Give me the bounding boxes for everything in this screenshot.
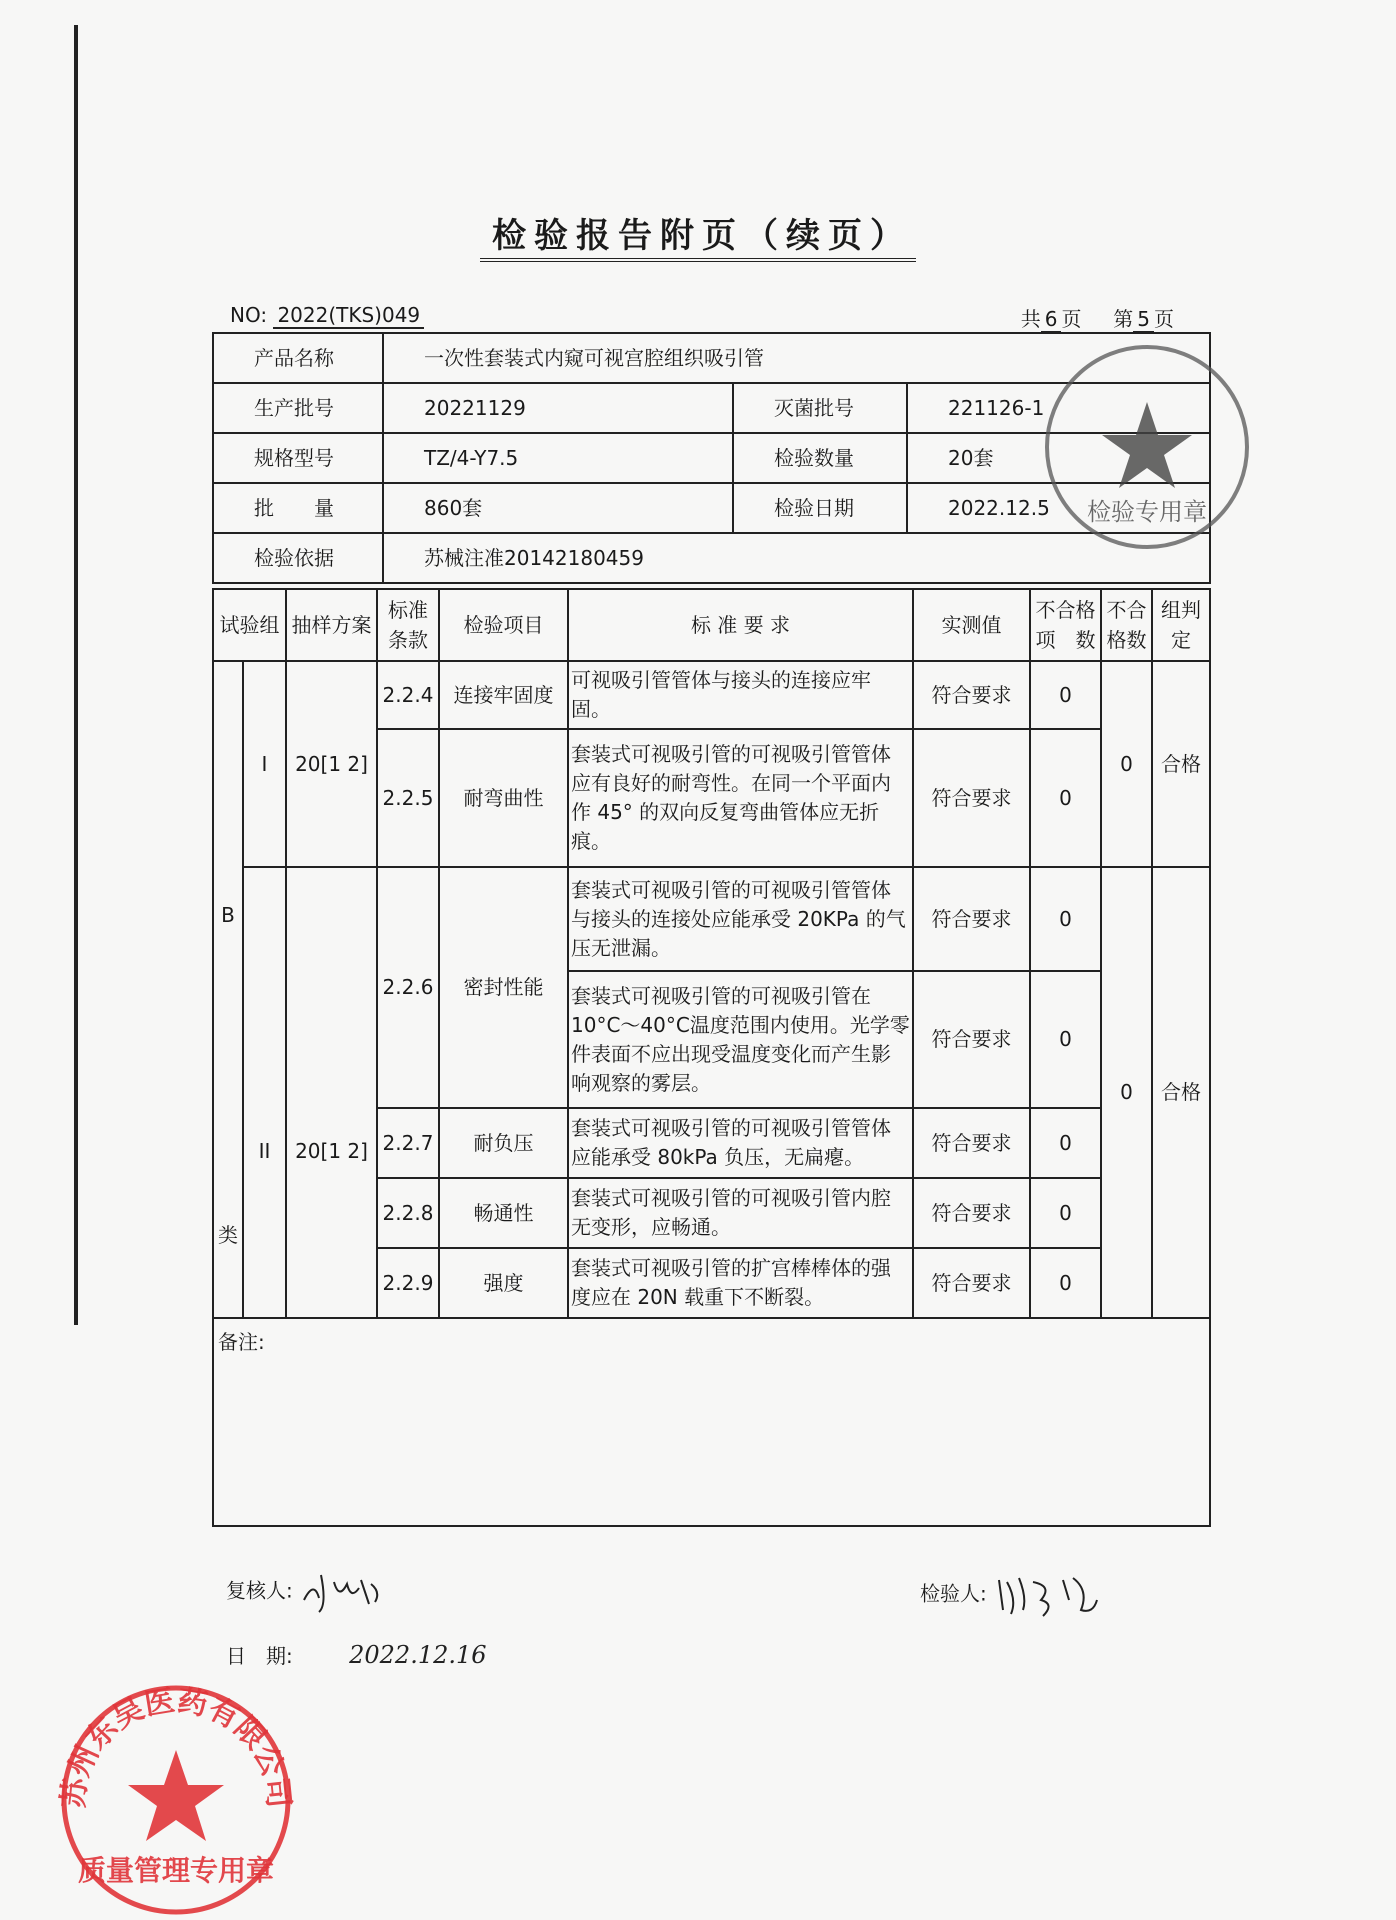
result: 符合要求: [913, 971, 1030, 1108]
inspector-signature-line: [920, 1570, 1103, 1620]
header-fail-count: 不合格数: [1101, 589, 1152, 661]
gray-stamp-text: 检验专用章: [1087, 498, 1207, 526]
item: 密封性能: [439, 867, 568, 1108]
requirement: 套装式可视吸引管的可视吸引管内腔无变形，应畅通。: [568, 1178, 913, 1248]
clause: 2.2.6: [377, 867, 439, 1108]
model-label: 规格型号: [213, 433, 383, 483]
test-date-label: 检验日期: [733, 483, 907, 533]
report-no-label: NO:: [230, 303, 268, 327]
fail-items: 0: [1030, 867, 1101, 971]
red-stamp-outer-text: 苏州东吴医药有限公司: [56, 1683, 296, 1810]
header-item: 检验项目: [439, 589, 568, 661]
table-row: [213, 867, 1210, 971]
basis-value: 苏械注准20142180459: [383, 533, 1210, 583]
lot-size-label: 批 量: [213, 483, 383, 533]
clause: 2.2.4: [377, 661, 439, 729]
product-name-label: 产品名称: [213, 333, 383, 383]
batch-label: 生产批号: [213, 383, 383, 433]
basis-label: 检验依据: [213, 533, 383, 583]
batch-value: 20221129: [383, 383, 733, 433]
group-class-b: B: [221, 902, 235, 927]
clause: 2.2.7: [377, 1108, 439, 1178]
total-suffix: 页: [1061, 307, 1082, 331]
title-text: 检验报告附页（续页）: [480, 216, 916, 262]
header-verdict: 组判定: [1152, 589, 1210, 661]
sterile-batch-value: 221126-1: [907, 383, 1210, 433]
red-stamp-inner-text: 质量管理专用章: [77, 1854, 275, 1887]
test-date-value: 2022.12.5: [907, 483, 1210, 533]
header-row: [213, 589, 1210, 661]
requirement: 套装式可视吸引管的可视吸引管管体应有良好的耐弯性。在同一个平面内作 45° 的双向反复弯曲管体应无折痕。: [568, 729, 913, 867]
result: 符合要求: [913, 1248, 1030, 1318]
product-name: 一次性套装式内窥可视宫腔组织吸引管: [383, 333, 1210, 383]
item: 耐弯曲性: [439, 729, 568, 867]
fail-items: 0: [1030, 971, 1101, 1108]
page-title: [0, 208, 1396, 257]
clause: 2.2.8: [377, 1178, 439, 1248]
group-class-cell: [213, 661, 243, 1318]
group-class-suffix: 类: [218, 1222, 238, 1247]
fail-items: 0: [1030, 1248, 1101, 1318]
verdict: 合格: [1152, 661, 1210, 867]
current-prefix: 第: [1113, 307, 1134, 331]
requirement: 套装式可视吸引管的扩宫棒棒体的强度应在 20N 载重下不断裂。: [568, 1248, 913, 1318]
star-icon: [128, 1750, 224, 1841]
item: 强度: [439, 1248, 568, 1318]
subgroup-name: II: [243, 867, 286, 1318]
model-value: TZ/4-Y7.5: [383, 433, 733, 483]
report-number: [230, 303, 424, 327]
sign-date-line: [226, 1640, 487, 1669]
test-qty-value: 20套: [907, 433, 1210, 483]
table-row: [213, 661, 1210, 729]
inspection-stamp: [1040, 340, 1255, 555]
item: 连接牢固度: [439, 661, 568, 729]
result: 符合要求: [913, 1108, 1030, 1178]
test-results-table: [212, 588, 1211, 1527]
item: 耐负压: [439, 1108, 568, 1178]
star-icon: [1102, 402, 1192, 488]
quality-stamp: [56, 1680, 296, 1920]
fail-items: 0: [1030, 729, 1101, 867]
reviewer-signature-line: [226, 1570, 389, 1614]
fail-items: 0: [1030, 661, 1101, 729]
fail-items: 0: [1030, 1108, 1101, 1178]
header-fail-items: 不合格项 数: [1030, 589, 1101, 661]
reviewer-signature: [299, 1570, 389, 1614]
requirement: 套装式可视吸引管的可视吸引管在10°C～40°C温度范围内使用。光学零件表面不应出现受温度变化而产生影响观察的雾层。: [568, 971, 913, 1108]
header-requirement: 标 准 要 求: [568, 589, 913, 661]
header-clause: 标准条款: [377, 589, 439, 661]
page-count: [1021, 303, 1174, 332]
remark-row: [213, 1318, 1210, 1526]
result: 符合要求: [913, 1178, 1030, 1248]
requirement: 可视吸引管管体与接头的连接应牢固。: [568, 661, 913, 729]
subgroup-plan: 20[1 2]: [286, 661, 377, 867]
reviewer-label: 复核人:: [226, 1578, 293, 1603]
clause: 2.2.5: [377, 729, 439, 867]
requirement: 套装式可视吸引管的可视吸引管管体应能承受 80kPa 负压，无扁瘪。: [568, 1108, 913, 1178]
header-result: 实测值: [913, 589, 1030, 661]
requirement: 套装式可视吸引管的可视吸引管管体与接头的连接处应能承受 20KPa 的气压无泄漏。: [568, 867, 913, 971]
subgroup-name: I: [243, 661, 286, 867]
fail-count: 0: [1101, 867, 1152, 1318]
verdict: 合格: [1152, 867, 1210, 1318]
subgroup-plan: 20[1 2]: [286, 867, 377, 1318]
inspector-signature: [993, 1570, 1103, 1620]
clause: 2.2.9: [377, 1248, 439, 1318]
current-page: 5: [1133, 307, 1154, 333]
total-prefix: 共: [1020, 307, 1041, 331]
result: 符合要求: [913, 729, 1030, 867]
fail-count: 0: [1101, 661, 1152, 867]
result: 符合要求: [913, 867, 1030, 971]
header-plan: 抽样方案: [286, 589, 377, 661]
sterile-batch-label: 灭菌批号: [733, 383, 907, 433]
report-no-value: 2022(TKS)049: [273, 303, 424, 329]
item: 畅通性: [439, 1178, 568, 1248]
result: 符合要求: [913, 661, 1030, 729]
inspector-label: 检验人:: [920, 1581, 987, 1606]
header-group: 试验组: [213, 589, 286, 661]
remark-label: 备注:: [213, 1318, 1210, 1526]
sign-date: 2022.12.16: [349, 1641, 487, 1669]
test-qty-label: 检验数量: [733, 433, 907, 483]
current-suffix: 页: [1154, 307, 1174, 331]
fail-items: 0: [1030, 1178, 1101, 1248]
total-pages: 6: [1041, 307, 1062, 333]
date-label: 日 期:: [226, 1644, 293, 1668]
lot-size-value: 860套: [383, 483, 733, 533]
